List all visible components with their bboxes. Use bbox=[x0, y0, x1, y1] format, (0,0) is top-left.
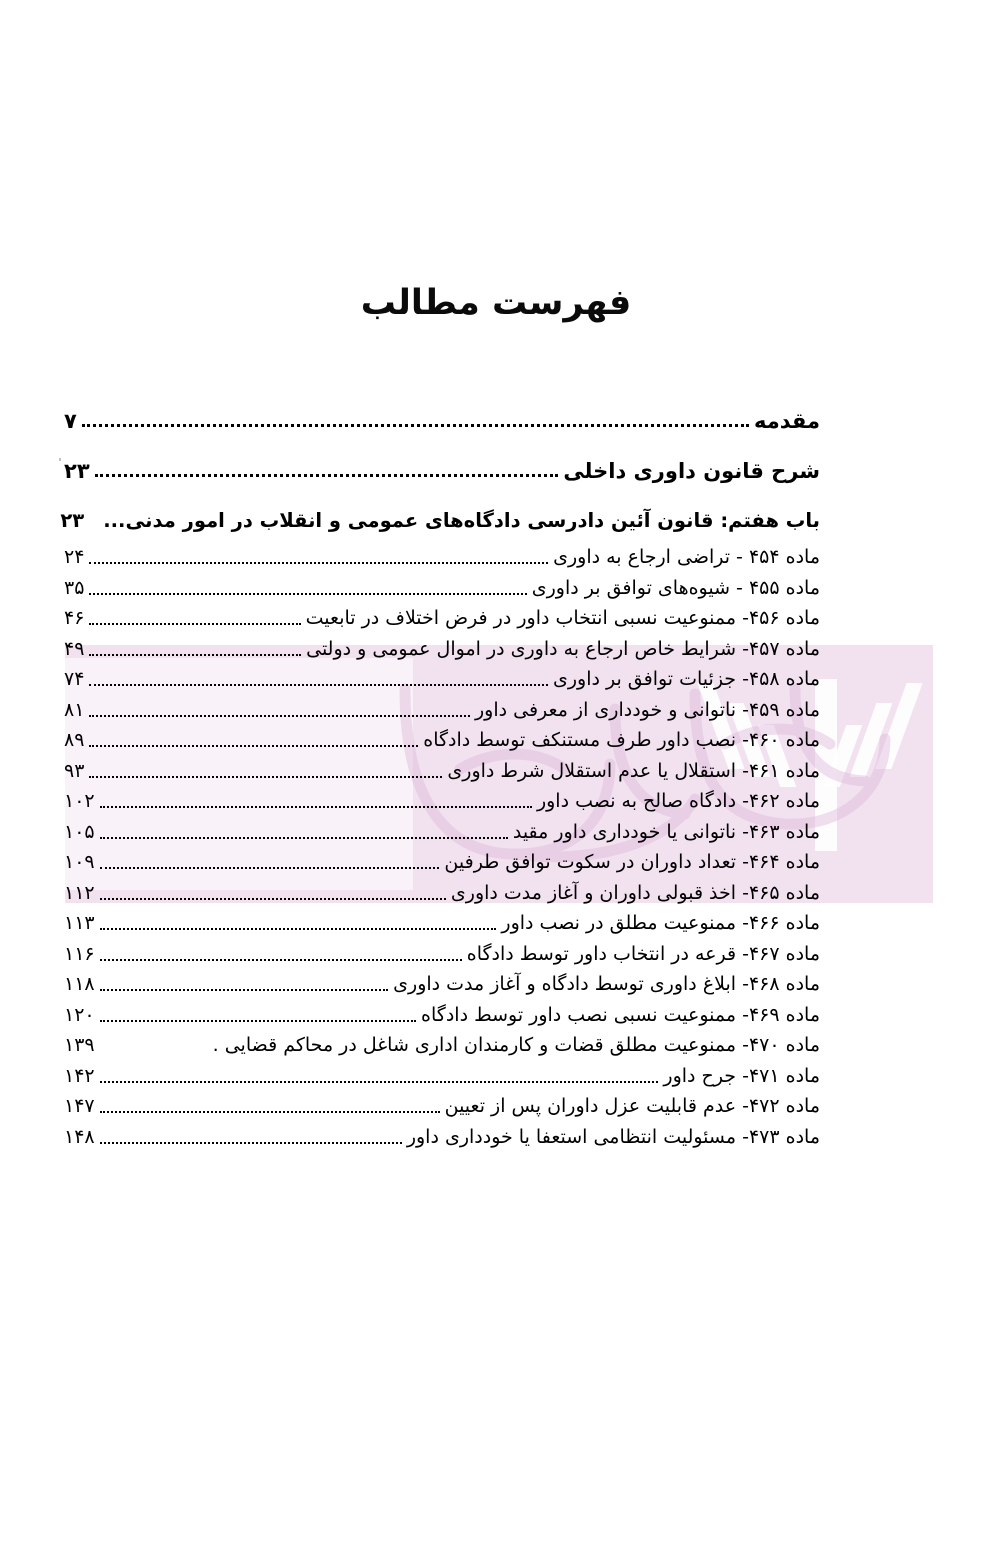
toc-entry-page-number: ۱۰۹ bbox=[64, 851, 95, 873]
toc-entry-page-number: ۱۴۸ bbox=[64, 1125, 95, 1148]
toc-entry[interactable] bbox=[64, 1065, 820, 1087]
toc-leader-dots bbox=[100, 866, 440, 869]
toc-entry-page-number: ۲۴ bbox=[64, 546, 85, 568]
toc-entry[interactable] bbox=[64, 912, 820, 934]
toc-leader-dots bbox=[89, 683, 548, 686]
toc-leader-dots bbox=[100, 1110, 440, 1113]
toc-entry[interactable] bbox=[64, 459, 820, 483]
toc-entry-label: ماده ۴۶۳- ناتوانی یا خودداری داور مقید bbox=[512, 820, 820, 843]
toc-entry-label: شرح قانون داوری داخلی bbox=[563, 459, 820, 483]
toc-entry[interactable] bbox=[64, 760, 820, 782]
toc-leader-dots bbox=[89, 775, 442, 778]
toc-entry[interactable] bbox=[64, 729, 820, 751]
toc-entry-page-number: ۸۹ bbox=[64, 729, 85, 751]
toc-entry-label: ماده ۴۷۱- جرح داور bbox=[663, 1064, 820, 1087]
toc-leader-dots bbox=[82, 423, 749, 427]
toc-leader-dots bbox=[100, 988, 389, 991]
toc-entry-page-number: ۱۱۸ bbox=[64, 973, 95, 995]
page-title: فهرست مطالب bbox=[360, 283, 632, 323]
toc-entry-page-number: ۹۳ bbox=[64, 759, 85, 782]
toc-entry-label: ماده ۴۶۷- قرعه در انتخاب داور توسط دادگاه bbox=[466, 942, 820, 965]
toc-entry-label: ماده ۴۶۸- ابلاغ داوری توسط دادگاه و آغاز مدت داوری bbox=[393, 973, 820, 995]
toc-leader-dots bbox=[100, 897, 446, 900]
toc-leader-dots bbox=[100, 1051, 208, 1052]
toc-leader-dots bbox=[89, 561, 548, 564]
toc-entry-page-number: ۱۴۲ bbox=[64, 1064, 95, 1087]
toc-entry-page-number: ۱۲۰ bbox=[64, 1003, 95, 1026]
toc-entry-label: ماده ۴۵۶- ممنوعیت نسبی انتخاب داور در فرض اختلاف در تابعیت bbox=[305, 607, 820, 629]
toc-entry-label: ماده ۴۶۶- ممنوعیت مطلق در نصب داور bbox=[501, 912, 820, 934]
toc-leader-dots bbox=[95, 473, 559, 477]
toc-leader-dots bbox=[89, 714, 470, 717]
toc-entry-page-number: ۷۴ bbox=[64, 668, 85, 690]
toc-leader-dots bbox=[100, 958, 462, 961]
toc-leader-dots bbox=[100, 1019, 416, 1022]
toc-leader-dots bbox=[89, 622, 300, 625]
toc-entry-label: ماده ۴۶۲- دادگاه صالح به نصب داور bbox=[536, 790, 820, 812]
table-of-contents bbox=[60, 409, 820, 1156]
toc-entry-page-number: ۱۰۲ bbox=[64, 790, 95, 812]
toc-leader-dots bbox=[89, 526, 99, 527]
toc-entry-page-number: ۱۱۳ bbox=[64, 912, 95, 934]
toc-entry-label: ماده ۴۵۸- جزئیات توافق بر داوری bbox=[552, 668, 820, 690]
toc-entry[interactable] bbox=[64, 638, 820, 660]
toc-entry[interactable] bbox=[64, 1004, 820, 1026]
toc-entry-label: ماده ۴۶۴- تعداد داوران در سکوت توافق طرفین bbox=[444, 851, 820, 873]
toc-entry-label: ماده ۴۵۹- ناتوانی و خودداری از معرفی داور bbox=[475, 698, 820, 721]
toc-entry-page-number: ۲۳ bbox=[64, 459, 90, 483]
toc-entry[interactable] bbox=[64, 668, 820, 690]
toc-entry-label: ماده ۴۷۲- عدم قابلیت عزل داوران پس از تعیین bbox=[444, 1095, 820, 1117]
toc-entry[interactable] bbox=[64, 1126, 820, 1148]
toc-entry[interactable] bbox=[64, 699, 820, 721]
toc-entry-label: ماده ۴۶۵- اخذ قبولی داوران و آغاز مدت داوری bbox=[450, 881, 820, 904]
toc-leader-dots bbox=[100, 927, 497, 930]
toc-entry[interactable] bbox=[64, 851, 820, 873]
toc-entry-page-number: ۴۹ bbox=[64, 637, 85, 660]
toc-entry[interactable] bbox=[64, 821, 820, 843]
toc-entry-page-number: ۴۶ bbox=[64, 607, 85, 629]
toc-leader-dots bbox=[89, 592, 526, 595]
toc-entry-label: ماده ۴۷۳- مسئولیت انتظامی استعفا یا خودداری داور bbox=[406, 1125, 820, 1148]
toc-entry-page-number: ۱۱۲ bbox=[64, 881, 95, 904]
toc-entry[interactable] bbox=[64, 546, 820, 568]
toc-entry[interactable] bbox=[64, 943, 820, 965]
toc-entry-label: ماده ۴۵۷- شرایط خاص ارجاع به داوری در اموال عمومی و دولتی bbox=[306, 637, 820, 660]
toc-entry-page-number: ۸۱ bbox=[64, 698, 85, 721]
scan-artifact-speck bbox=[59, 458, 61, 461]
toc-entry-label: ماده ۴۶۱- استقلال یا عدم استقلال شرط داوری bbox=[447, 759, 820, 782]
toc-leader-dots bbox=[100, 805, 532, 808]
toc-entry-page-number: ۳۵ bbox=[64, 576, 85, 599]
toc-leader-dots bbox=[100, 1080, 659, 1083]
toc-entry-label: مقدمه bbox=[754, 409, 820, 433]
toc-entry-label: ماده ۴۶۰- نصب داور طرف مستنکف توسط دادگاه bbox=[423, 729, 820, 751]
toc-entry-page-number: ۱۴۷ bbox=[64, 1095, 95, 1117]
toc-entry-page-number: ۲۳ bbox=[60, 509, 85, 532]
toc-entry-page-number: ۱۳۹ bbox=[64, 1034, 95, 1056]
toc-entry-label: باب هفتم: قانون آئین دادرسی دادگاه‌های عمومی و انقلاب در امور مدنی... bbox=[103, 509, 820, 532]
toc-leader-dots bbox=[89, 744, 418, 747]
toc-entry[interactable] bbox=[64, 1034, 820, 1056]
toc-entry[interactable] bbox=[64, 577, 820, 599]
toc-entry[interactable] bbox=[64, 973, 820, 995]
toc-leader-dots bbox=[89, 653, 301, 656]
toc-entry[interactable] bbox=[64, 790, 820, 812]
toc-entry-label: ماده ۴۶۹- ممنوعیت نسبی نصب داور توسط دادگاه bbox=[421, 1003, 820, 1026]
toc-entry[interactable] bbox=[64, 882, 820, 904]
toc-entry[interactable] bbox=[64, 1095, 820, 1117]
toc-entry[interactable] bbox=[60, 509, 820, 532]
toc-entry-label: ماده ۴۵۴ - تراضی ارجاع به داوری bbox=[553, 546, 820, 568]
toc-entry-label: ماده ۴۷۰- ممنوعیت مطلق قضات و کارمندان اداری شاغل در محاکم قضایی . bbox=[212, 1034, 820, 1056]
toc-entry-page-number: ۱۰۵ bbox=[64, 820, 95, 843]
toc-entry[interactable] bbox=[64, 607, 820, 629]
toc-leader-dots bbox=[100, 1141, 402, 1144]
toc-leader-dots bbox=[100, 836, 508, 839]
toc-entry-page-number: ۷ bbox=[64, 409, 77, 433]
toc-entry[interactable] bbox=[64, 409, 820, 433]
toc-entry-page-number: ۱۱۶ bbox=[64, 942, 95, 965]
toc-entry-label: ماده ۴۵۵ - شیوه‌های توافق بر داوری bbox=[531, 576, 820, 599]
